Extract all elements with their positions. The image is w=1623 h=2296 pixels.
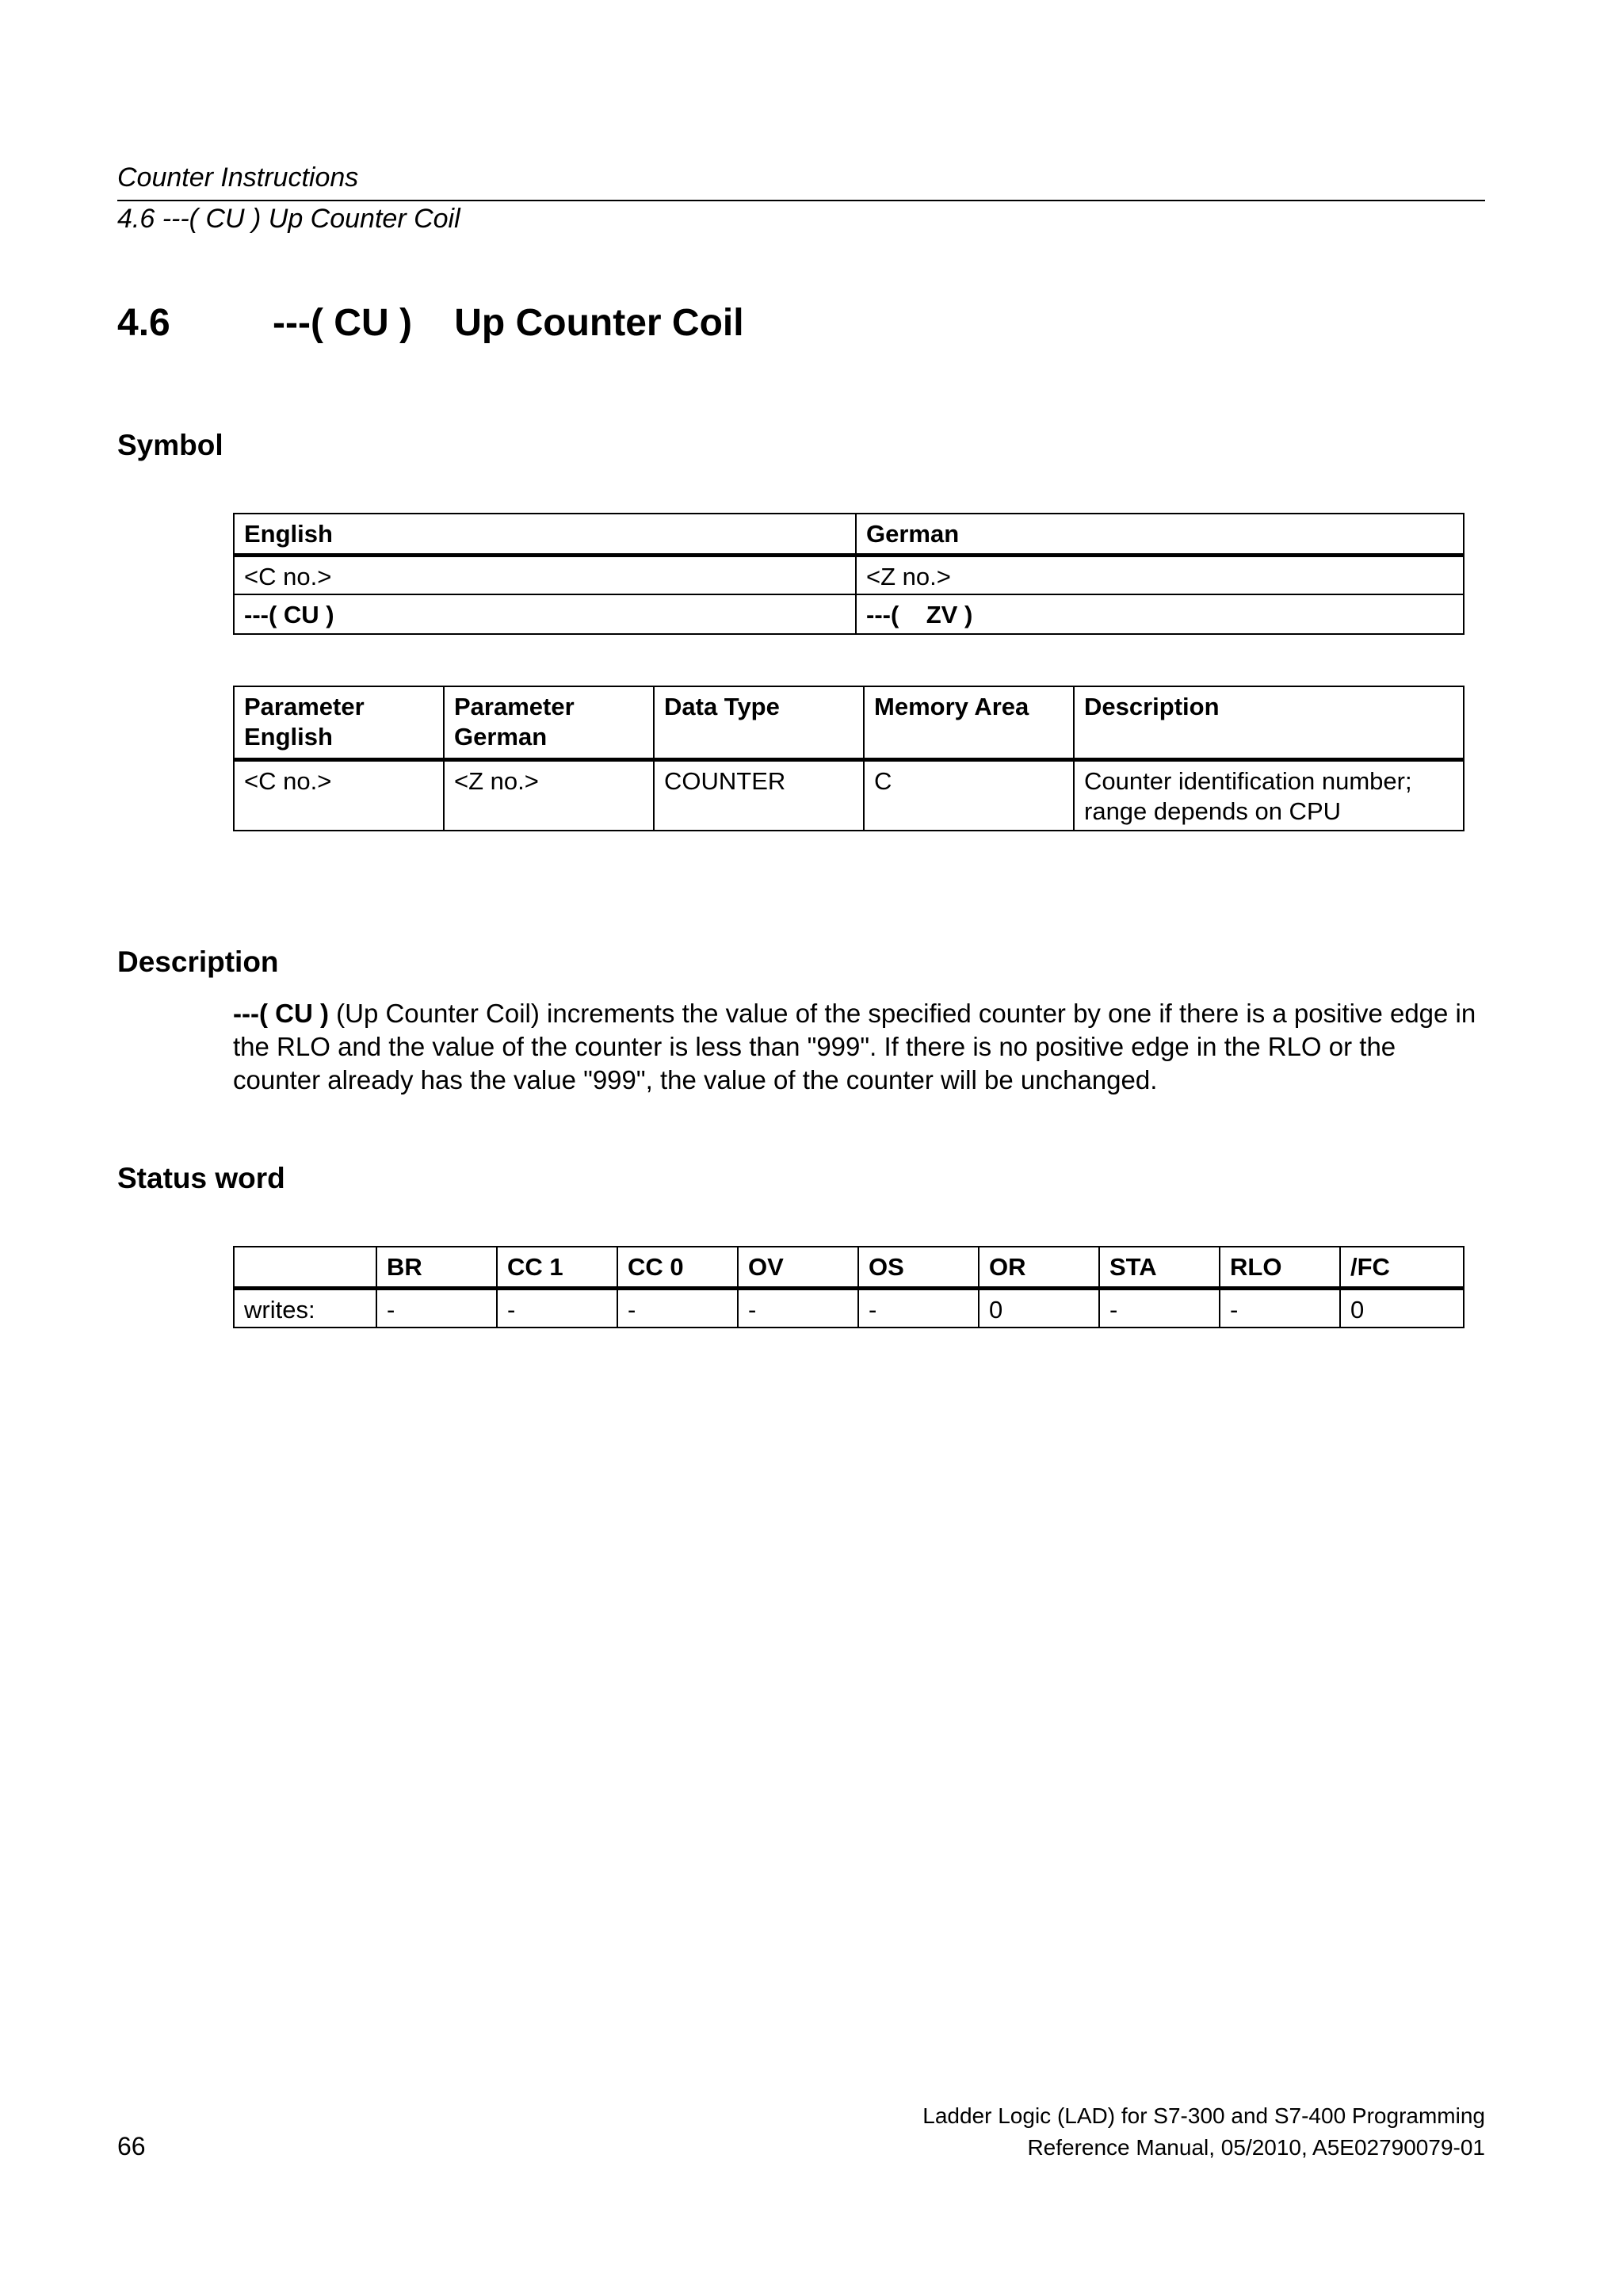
table-cell: -	[858, 1288, 979, 1328]
section-number: 4.6	[117, 302, 170, 344]
table-cell: Counter identification number; range depends on CPU	[1074, 759, 1464, 831]
description-bold-lead: ---( CU )	[233, 999, 329, 1028]
table-header-cell	[234, 1247, 376, 1288]
table-cell: -	[497, 1288, 617, 1328]
table-cell: <Z no.>	[444, 759, 654, 831]
table-cell: C	[864, 759, 1074, 831]
parameter-table	[233, 686, 1465, 831]
table-cell: -	[376, 1288, 497, 1328]
table-cell: <C no.>	[234, 555, 856, 594]
table-cell: COUNTER	[654, 759, 864, 831]
table-cell: <C no.>	[234, 759, 444, 831]
footer-line-2: Reference Manual, 05/2010, A5E02790079-01	[1027, 2135, 1485, 2160]
table-header-cell: RLO	[1220, 1247, 1340, 1288]
footer-line-1: Ladder Logic (LAD) for S7-300 and S7-400 Programming	[922, 2103, 1485, 2128]
symbol-heading: Symbol	[117, 429, 223, 461]
table-row	[234, 759, 1464, 831]
status-word-table	[233, 1246, 1465, 1328]
table-cell: -	[617, 1288, 738, 1328]
table-header-cell: Parameter German	[444, 686, 654, 759]
table-cell: -	[1220, 1288, 1340, 1328]
page-number: 66	[117, 2132, 146, 2160]
table-header-cell: OR	[979, 1247, 1099, 1288]
table-header-cell: OS	[858, 1247, 979, 1288]
table-cell: <Z no.>	[856, 555, 1464, 594]
symbol-table	[233, 513, 1465, 635]
description-text: (Up Counter Coil) increments the value of the specified counter by one if there is a positive edge in the RLO and the value of the counter is less than "999". If there is no positive edge in the RLO or the counter already has the value "999", the value of the counter will be unchanged.	[233, 999, 1476, 1095]
table-cell: -	[738, 1288, 858, 1328]
table-header-cell: BR	[376, 1247, 497, 1288]
table-cell: -	[1099, 1288, 1220, 1328]
header-divider	[117, 200, 1485, 201]
section-title: ---( CU ) Up Counter Coil	[273, 302, 744, 344]
table-header-cell: Description	[1074, 686, 1464, 759]
table-cell: 0	[979, 1288, 1099, 1328]
table-header-cell: /FC	[1340, 1247, 1464, 1288]
table-row	[234, 594, 1464, 634]
table-row	[234, 1288, 1464, 1328]
description-paragraph	[233, 997, 1485, 1097]
table-cell: ---( CU )	[234, 594, 856, 634]
table-cell: 0	[1340, 1288, 1464, 1328]
description-heading: Description	[117, 946, 279, 978]
table-header-cell: Data Type	[654, 686, 864, 759]
running-header-section: 4.6 ---( CU ) Up Counter Coil	[117, 204, 460, 234]
table-header-cell: Parameter English	[234, 686, 444, 759]
table-header-row	[234, 686, 1464, 759]
table-header-cell: English	[234, 514, 856, 555]
table-header-row	[234, 514, 1464, 555]
table-header-row	[234, 1247, 1464, 1288]
running-header-chapter: Counter Instructions	[117, 162, 359, 193]
table-row	[234, 555, 1464, 594]
table-header-cell: STA	[1099, 1247, 1220, 1288]
table-header-cell: CC 0	[617, 1247, 738, 1288]
table-header-cell: CC 1	[497, 1247, 617, 1288]
table-header-cell: Memory Area	[864, 686, 1074, 759]
status-word-heading: Status word	[117, 1162, 285, 1194]
table-header-cell: OV	[738, 1247, 858, 1288]
table-cell: writes:	[234, 1288, 376, 1328]
table-cell: ---( ZV )	[856, 594, 1464, 634]
table-header-cell: German	[856, 514, 1464, 555]
